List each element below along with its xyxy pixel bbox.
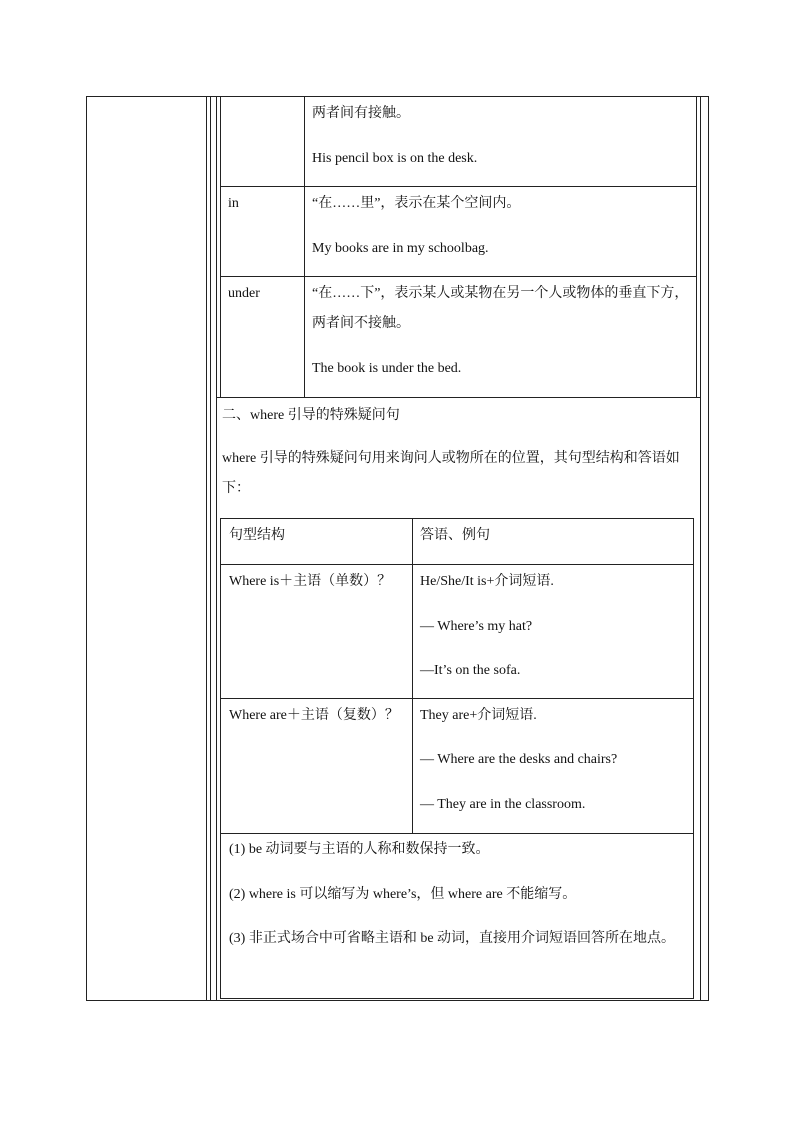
prep-table-bottom <box>216 397 701 398</box>
section2-title: 二、where 引导的特殊疑问句 <box>222 408 400 423</box>
pattern-row-divider-2 <box>220 698 694 699</box>
pattern-row-0-structure: Where is＋主语（单数）？ <box>229 574 392 589</box>
prep-row-1-word: in <box>228 196 239 211</box>
pattern-row-1-answer-0: They are+介词短语. <box>420 708 537 723</box>
pattern-row-1-answer-2: — They are in the classroom. <box>420 797 586 812</box>
pattern-note-1: (1) be 动词要与主语的人称和数保持一致。 <box>229 842 490 857</box>
pattern-row-1-answer-1: — Where are the desks and chairs? <box>420 752 618 767</box>
outer-right-border <box>708 96 709 1001</box>
prep-column-divider <box>304 96 305 398</box>
inner-left-border <box>216 96 217 1001</box>
pattern-row-0-answer-0: He/She/It is+介词短语. <box>420 574 554 589</box>
left-column-divider-inner <box>210 96 211 1001</box>
prep-row-1-line-0: “在……里”，表示在某个空间内。 <box>312 196 521 211</box>
prep-row-2-word: under <box>228 286 260 301</box>
pattern-row-0-answer-1: — Where’s my hat? <box>420 619 533 634</box>
left-column-divider <box>206 96 207 1001</box>
pattern-header-answers: 答语、例句 <box>420 528 490 543</box>
prep-row-divider-2 <box>220 276 696 277</box>
pattern-row-divider-3 <box>220 833 694 834</box>
pattern-note-2: (2) where is 可以缩写为 where’s，但 where are 不能缩写。 <box>229 887 577 902</box>
pattern-column-divider <box>412 518 413 834</box>
prep-row-2-line-0: “在……下”，表示某人或某物在另一个人或物体的垂直下方，两者间不接触。 <box>312 286 689 331</box>
prep-row-2-line-1: The book is under the bed. <box>312 361 462 376</box>
inner-left-border-2 <box>220 96 221 398</box>
pattern-note-3: (3) 非正式场合中可省略主语和 be 动词，直接用介词短语回答所在地点。 <box>229 931 676 946</box>
prep-row-0-line-0: 两者间有接触。 <box>312 106 410 121</box>
pattern-row-1-structure: Where are＋主语（复数）？ <box>229 708 399 723</box>
prep-row-1-line-1: My books are in my schoolbag. <box>312 241 489 256</box>
pattern-row-0-answer-2: —It’s on the sofa. <box>420 663 521 678</box>
inner-right-border <box>700 96 701 1001</box>
pattern-row-divider-1 <box>220 564 694 565</box>
inner-right-border-2 <box>696 96 697 398</box>
prep-row-divider-1 <box>220 186 696 187</box>
prep-row-0-line-1: His pencil box is on the desk. <box>312 151 478 166</box>
pattern-header-structure: 句型结构 <box>229 528 285 543</box>
section2-intro: where 引导的特殊疑问句用来询问人或物所在的位置，其句型结构和答语如下： <box>222 451 680 496</box>
